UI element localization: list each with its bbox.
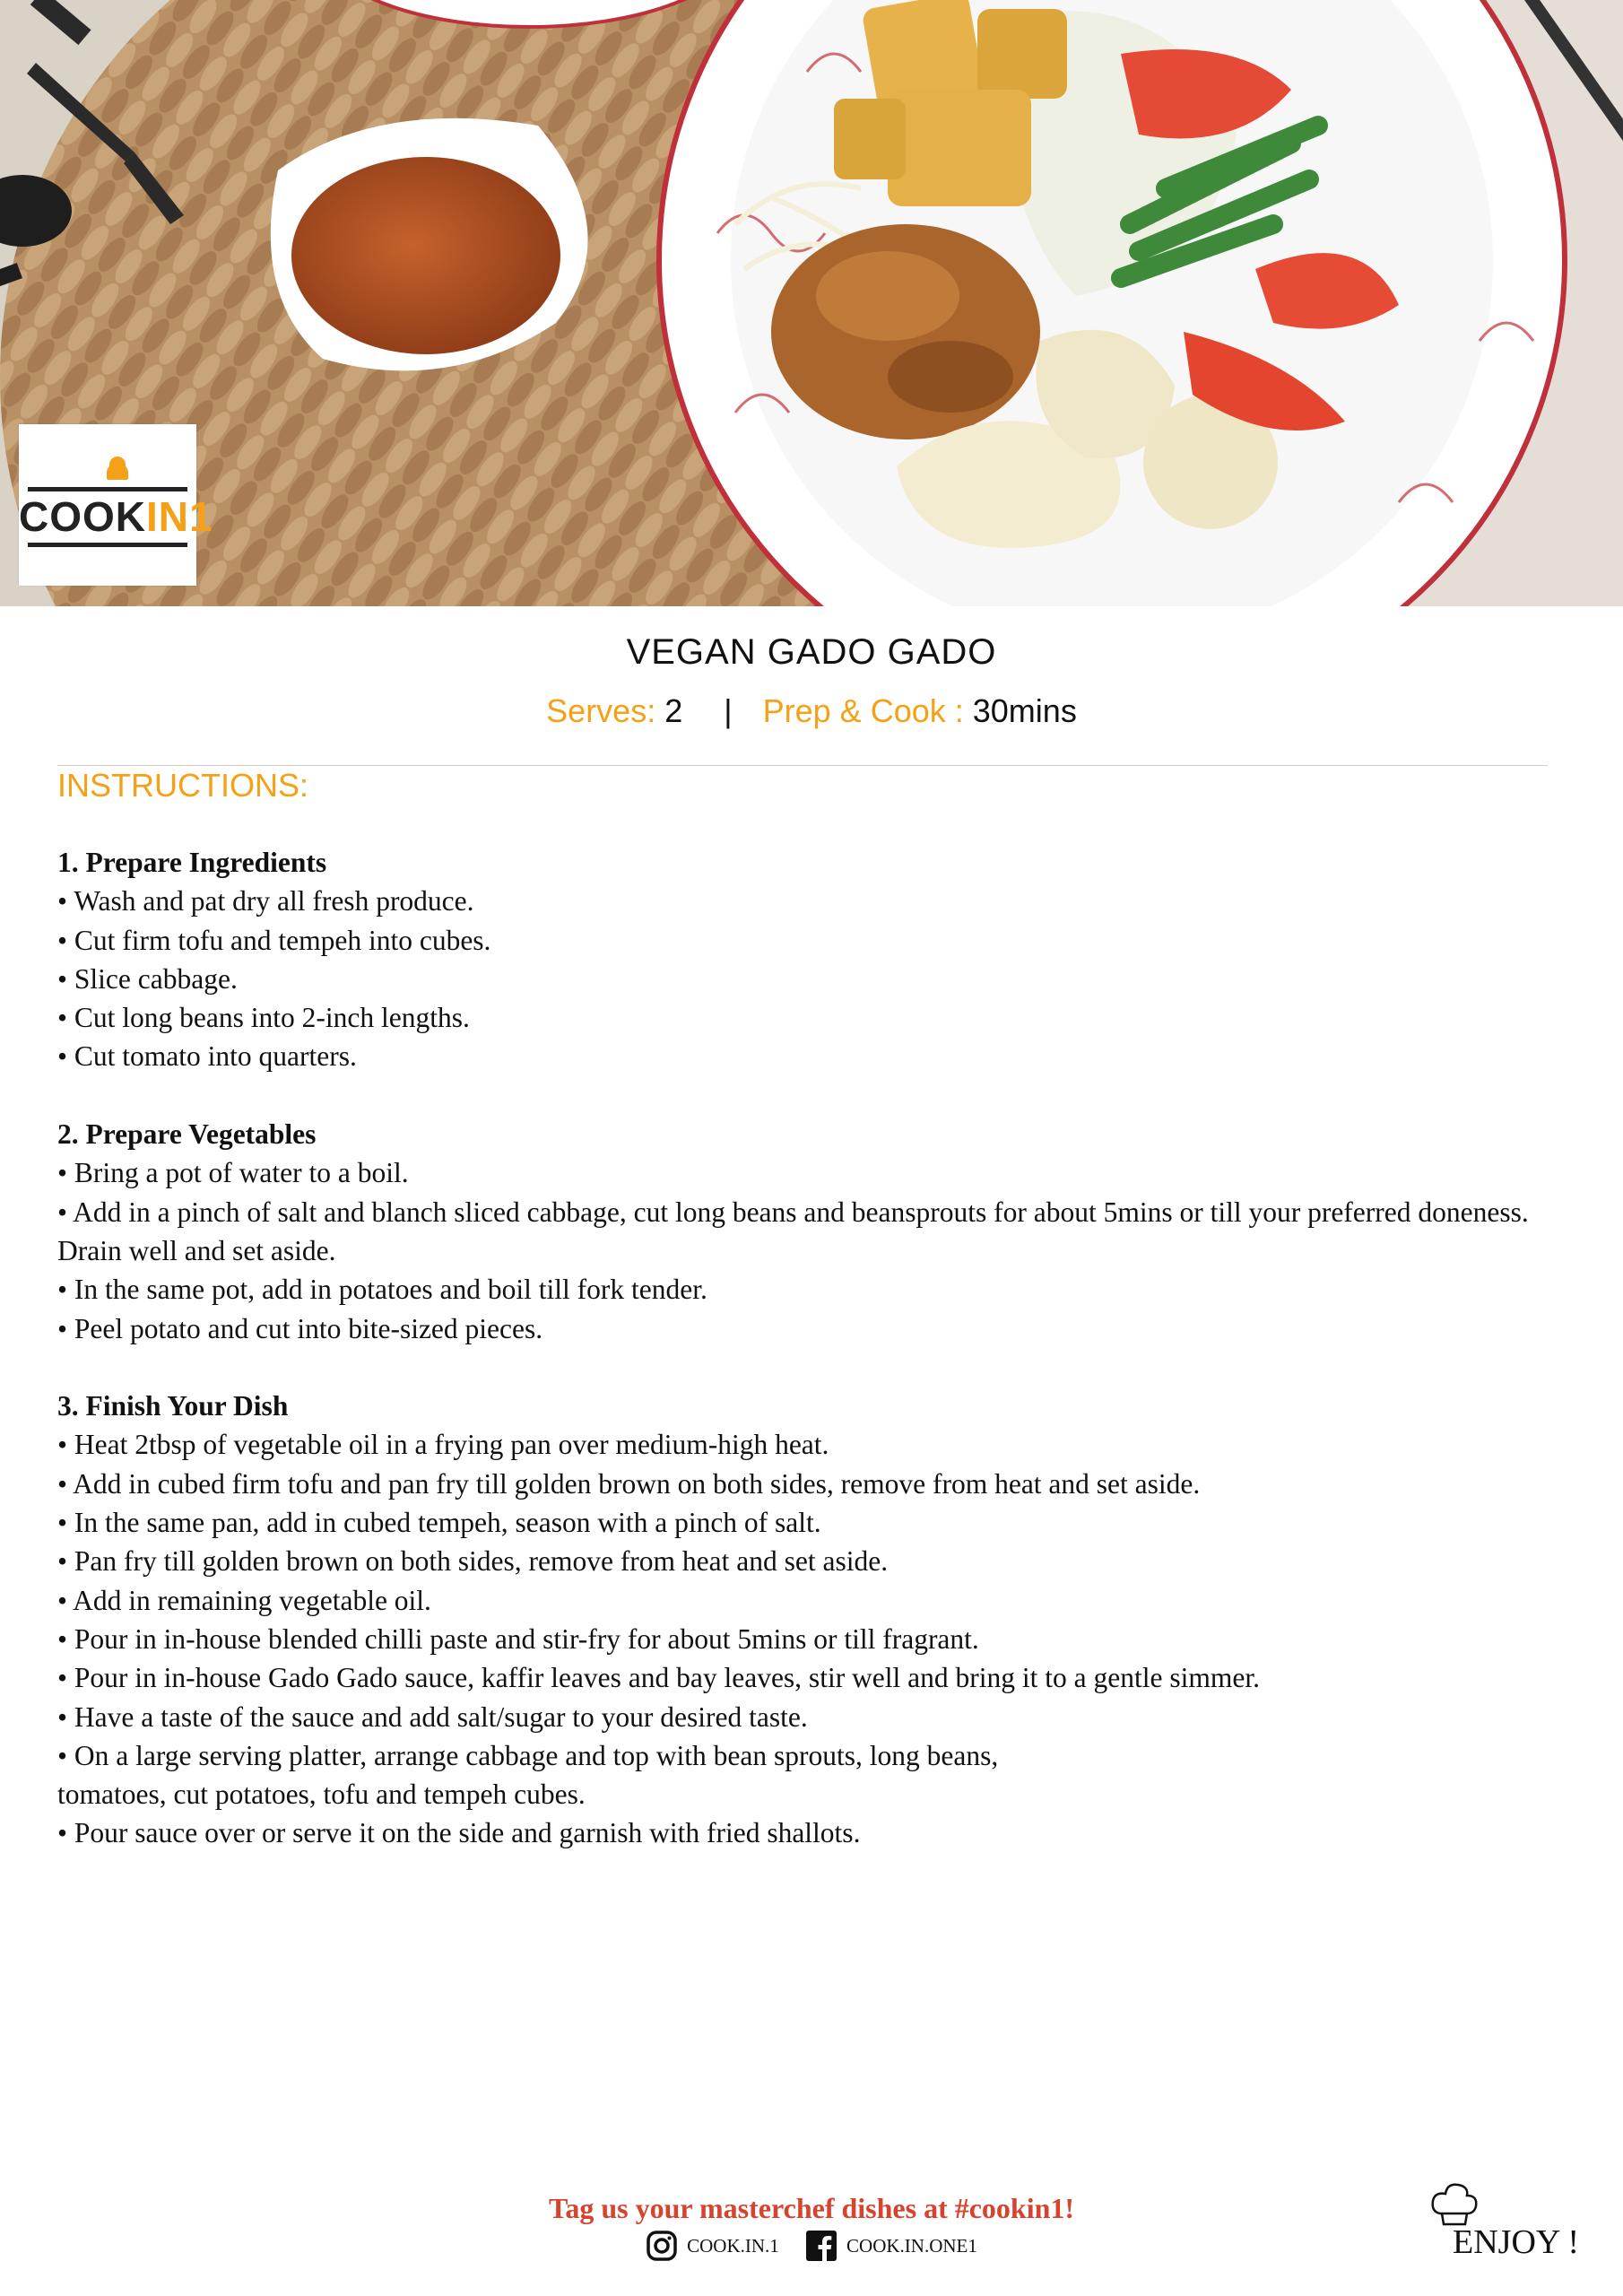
- step-line: • In the same pan, add in cubed tempeh, season with a pinch of salt.: [57, 1507, 821, 1539]
- logo-wordmark: COOKIN1: [19, 493, 213, 540]
- step-line: • Wash and pat dry all fresh produce.: [57, 885, 474, 918]
- serves-value: 2: [664, 692, 683, 729]
- social-links: [0, 2230, 1623, 2267]
- step-2: [57, 1115, 1564, 1348]
- step-line: • Pour in in-house blended chilli paste and stir-fry for about 5mins or till fragrant.: [57, 1622, 979, 1655]
- brand-logo: [19, 424, 213, 586]
- instructions-heading: INSTRUCTIONS:: [57, 767, 309, 804]
- step-3: [57, 1387, 1564, 1853]
- chef-hat-icon: [107, 464, 128, 480]
- step-line: tomatoes, cut potatoes, tofu and tempeh cubes.: [57, 1779, 586, 1811]
- step-line: • Heat 2tbsp of vegetable oil in a frying pan over medium-high heat.: [57, 1429, 829, 1461]
- step-line: • Cut long beans into 2-inch lengths.: [57, 1002, 470, 1034]
- instagram-icon: [646, 2230, 678, 2262]
- step-line: • Pour sauce over or serve it on the side and garnish with fried shallots.: [57, 1817, 861, 1849]
- step-line: • Add in a pinch of salt and blanch sliced cabbage, cut long beans and beansprouts for about 5mins or till your preferred doneness. Drain well and set aside.: [57, 1196, 1529, 1266]
- step-line: • In the same pot, add in potatoes and boil till fork tender.: [57, 1274, 707, 1306]
- step-heading: 1. Prepare Ingredients: [57, 847, 327, 878]
- serves-label: Serves:: [546, 692, 656, 729]
- recipe-title: VEGAN GADO GADO: [626, 632, 997, 672]
- time-value: 30mins: [972, 692, 1077, 729]
- instagram-handle: COOK.IN.1: [687, 2234, 779, 2257]
- step-line: • Pan fry till golden brown on both sides, remove from heat and set aside.: [57, 1545, 889, 1578]
- facebook-handle: COOK.IN.ONE1: [846, 2234, 977, 2257]
- divider: [57, 765, 1548, 766]
- step-line: • Have a taste of the sauce and add salt/sugar to your desired taste.: [57, 1700, 808, 1733]
- hero-photo: [0, 0, 1623, 606]
- step-line: • Pour in in-house Gado Gado sauce, kaffir leaves and bay leaves, stir well and bring it to a gentle simmer.: [57, 1662, 1260, 1694]
- facebook-link[interactable]: [805, 2230, 977, 2262]
- step-line: • Bring a pot of water to a boil.: [57, 1157, 409, 1189]
- step-line: • Cut firm tofu and tempeh into cubes.: [57, 924, 491, 956]
- enjoy-text: ENJOY !: [1453, 2223, 1580, 2261]
- meta-separator: |: [724, 692, 733, 729]
- step-line: • On a large serving platter, arrange cabbage and top with bean sprouts, long beans,: [57, 1739, 999, 1771]
- step-heading: 3. Finish Your Dish: [57, 1390, 289, 1422]
- recipe-meta: [0, 692, 1623, 730]
- logo-top-line: [28, 487, 187, 491]
- footer-tagline: Tag us your masterchef dishes at #cookin1!: [548, 2192, 1075, 2224]
- step-line: • Cut tomato into quarters.: [57, 1040, 357, 1073]
- instruction-steps: [57, 843, 1564, 1892]
- step-line: • Add in cubed firm tofu and pan fry till golden brown on both sides, remove from heat and set aside.: [57, 1467, 1201, 1500]
- step-heading: 2. Prepare Vegetables: [57, 1118, 317, 1151]
- step-line: • Add in remaining vegetable oil.: [57, 1584, 431, 1616]
- facebook-icon: [805, 2230, 838, 2262]
- time-label: Prep & Cook :: [762, 692, 964, 729]
- food-illustration: [0, 0, 1623, 606]
- step-1: [57, 843, 1564, 1076]
- step-line: • Peel potato and cut into bite-sized pieces.: [57, 1312, 543, 1344]
- instagram-link[interactable]: [646, 2230, 779, 2262]
- step-line: • Slice cabbage.: [57, 962, 238, 995]
- logo-bottom-line: [28, 543, 187, 547]
